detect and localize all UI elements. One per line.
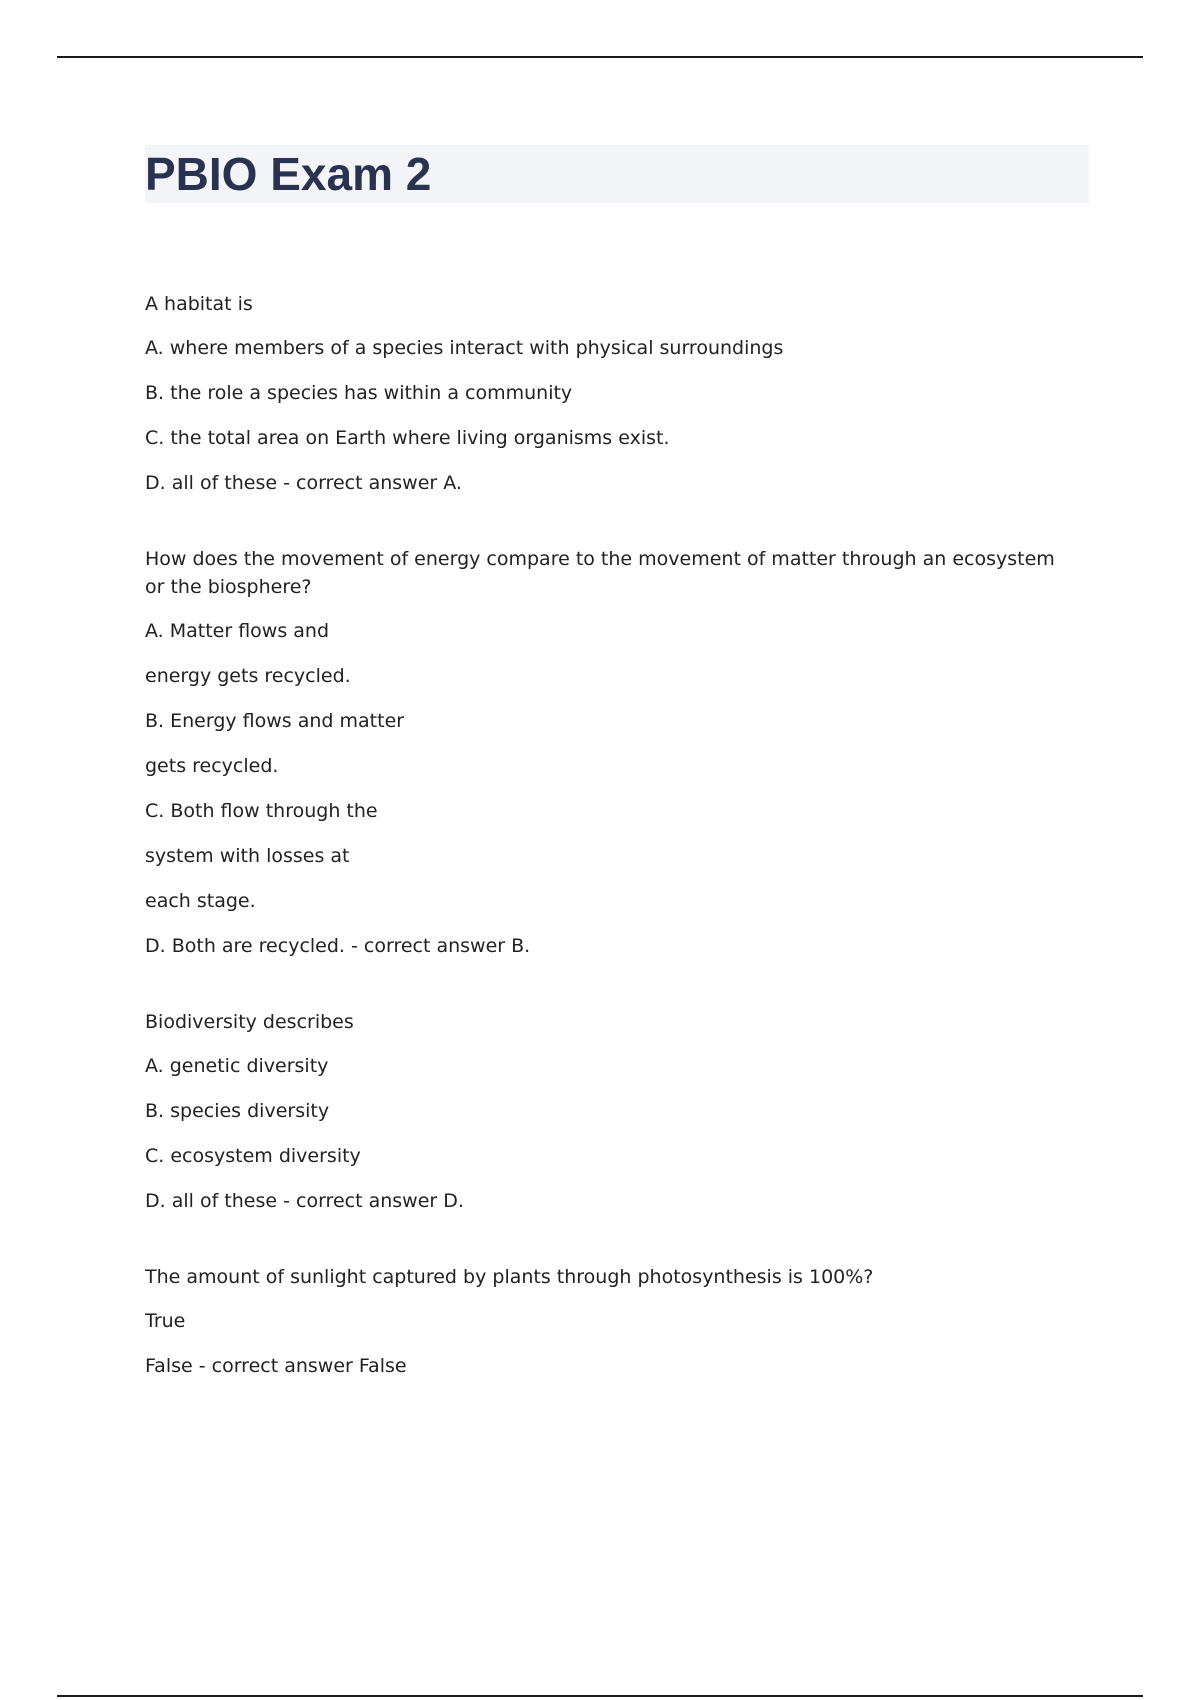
question-prompt: Biodiversity describes: [145, 1011, 354, 1033]
answer-line: C. the total area on Earth where living organisms exist.: [145, 427, 670, 449]
question-4: [145, 1263, 1075, 1380]
bottom-rule: [57, 1695, 1143, 1697]
answer-line: system with losses at: [145, 845, 350, 867]
answer-line: True: [145, 1310, 186, 1332]
answer-line: D. all of these - correct answer D.: [145, 1190, 464, 1212]
answer-line: C. ecosystem diversity: [145, 1145, 361, 1167]
answer-line: A. genetic diversity: [145, 1055, 329, 1077]
answer-line: D. Both are recycled. - correct answer B.: [145, 935, 531, 957]
answer-line: False - correct answer False: [145, 1355, 407, 1377]
question-3: [145, 1008, 1075, 1215]
answer-line: A. where members of a species interact with physical surroundings: [145, 337, 784, 359]
question-prompt: How does the movement of energy compare to the movement of matter through an ecosystem or the biosphere?: [145, 548, 1055, 598]
answer-line: B. Energy flows and matter: [145, 710, 405, 732]
question-list: [145, 290, 1075, 1428]
question-1: [145, 290, 1075, 497]
question-prompt: A habitat is: [145, 293, 253, 315]
answer-line: B. species diversity: [145, 1100, 330, 1122]
top-rule: [57, 56, 1143, 58]
page-title: PBIO Exam 2: [145, 148, 432, 200]
answer-line: gets recycled.: [145, 755, 279, 777]
answer-line: A. Matter flows and: [145, 620, 330, 642]
question-2: [145, 545, 1075, 960]
answer-line: B. the role a species has within a community: [145, 382, 573, 404]
answer-line: energy gets recycled.: [145, 665, 351, 687]
answer-line: D. all of these - correct answer A.: [145, 472, 462, 494]
question-prompt: The amount of sunlight captured by plants through photosynthesis is 100%?: [145, 1266, 874, 1288]
answer-line: each stage.: [145, 890, 256, 912]
answer-line: C. Both flow through the: [145, 800, 378, 822]
